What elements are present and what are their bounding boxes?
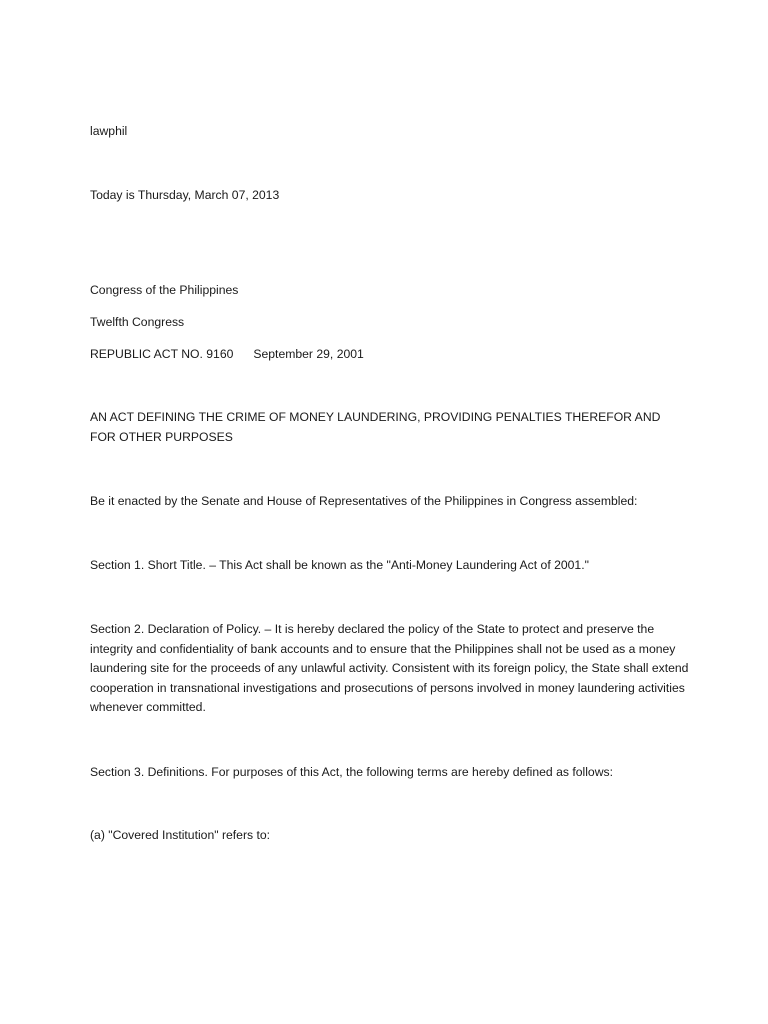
act-title: AN ACT DEFINING THE CRIME OF MONEY LAUNDERING, PROVIDING PENALTIES THEREFOR AND FOR OTHER PURPOSES [90,410,661,444]
enacting-clause: Be it enacted by the Senate and House of Representatives of the Philippines in Congress assembled: [90,494,638,508]
act-header [90,345,364,364]
section-3: Section 3. Definitions. For purposes of this Act, the following terms are hereby defined as follows: [90,765,613,779]
date-line: Today is Thursday, March 07, 2013 [90,188,280,202]
section-2: Section 2. Declaration of Policy. – It is hereby declared the policy of the State to protect and preserve the integrity and confidentiality of bank accounts and to ensure that the Philippines shall not be used as a money laundering site for the proceeds of any unlawful activity. Consistent with its foreign policy, the State shall extend cooperation in transnational investigations and prosecutions of persons involved in money laundering activities whenever committed. [90,622,689,714]
congress-name: Twelfth Congress [90,315,185,329]
legislative-body: Congress of the Philippines [90,283,239,297]
act-number: REPUBLIC ACT NO. 9160 [90,347,234,361]
item-a: (a) "Covered Institution" refers to: [90,828,271,842]
act-date: September 29, 2001 [253,347,364,361]
section-1: Section 1. Short Title. – This Act shall be known as the "Anti-Money Laundering Act of 2001." [90,558,589,572]
site-name: lawphil [90,124,128,138]
